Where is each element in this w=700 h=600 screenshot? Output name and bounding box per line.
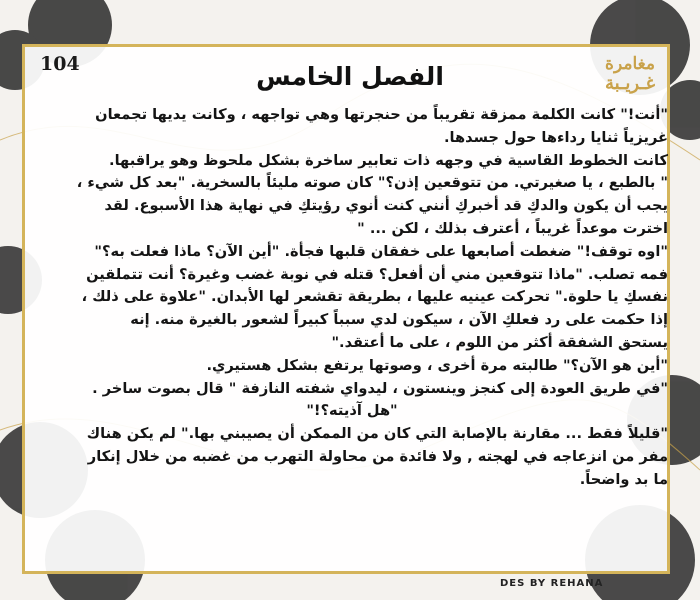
designer-credit: DES BY REHANA: [500, 578, 604, 589]
text-line: "أين هو الآن؟" طالبته مرة أخرى ، وصوتها يرتفع بشكل هستيري.: [206, 356, 668, 374]
chapter-title: الفصل الخامس: [256, 62, 444, 91]
text-line: مفر من انزعاجه في لهجته , ولا فائدة من محاولة التهرب من غضبه من خلال إنكار: [87, 447, 668, 465]
text-line: "قليلاً فقط ... مقارنة بالإصابة التي كان من الممكن أن يصيبني بها." لم يكن هناك: [86, 425, 668, 443]
text-line: "هل آذيته؟!": [306, 402, 398, 420]
text-line: " بالطبع ، يا صغيرتي. من تتوقعين إذن؟" كان صوته مليئاً بالسخرية. "بعد كل شيء ،: [76, 174, 668, 192]
chapter-body-text: [36, 104, 668, 492]
text-line: "في طريق العودة إلى كنجز وينستون ، ليدواي شفته النازفة " قال بصوت ساخر .: [92, 379, 668, 397]
text-line: ما بد واضحاً.: [579, 470, 668, 488]
text-line: غريزياً ثنايا رداءها حول جسدها.: [444, 128, 668, 146]
text-line: "أنت!" كانت الكلمة ممزقة تقريباً من حنجرتها وهي تواجهه ، وكانت يديها تجمعان: [95, 106, 668, 123]
text-line: نفسكِ يا حلوة." تحركت عينيه عليها ، بطريقة تقشعر لها الأبدان. "علاوة على ذلك ،: [81, 288, 668, 306]
text-line: فمه تصلب. "ماذا تتوقعين مني أن أفعل؟ قتله في نوبة غضب وغيرة؟ أنت تتملقين: [86, 265, 668, 283]
text-line: "اوه توقف!" ضغطت أصابعها على خفقان قلبها فجأة. "أين الآن؟ ماذا فعلت به؟": [94, 242, 668, 260]
logo-line-2: غـريـبة: [605, 73, 655, 94]
text-line: يستحق الشفقة أكثر من اللوم ، على ما أعتقد.": [331, 333, 668, 351]
text-line: اخترت موعداً غريباً ، أعترف بذلك ، لكن ... ": [357, 219, 668, 237]
page-number: 104: [40, 53, 80, 75]
text-line: إذا حكمت على رد فعلكِ الآن ، سيكون لدي سبباً كبيراً لشعور بالغيرة منه. إنه: [130, 311, 668, 329]
logo-line-1: مغامرة: [605, 54, 655, 74]
text-line: كانت الخطوط القاسية في وجهه ذات تعابير ساخرة بشكل ملحوظ وهو يراقبها.: [109, 151, 668, 169]
text-line: يجب أن يكون والدكِ قد أخبركِ أنني كنت أنوي رؤيتكِ في نهاية هذا الأسبوع. لقد: [104, 197, 668, 215]
